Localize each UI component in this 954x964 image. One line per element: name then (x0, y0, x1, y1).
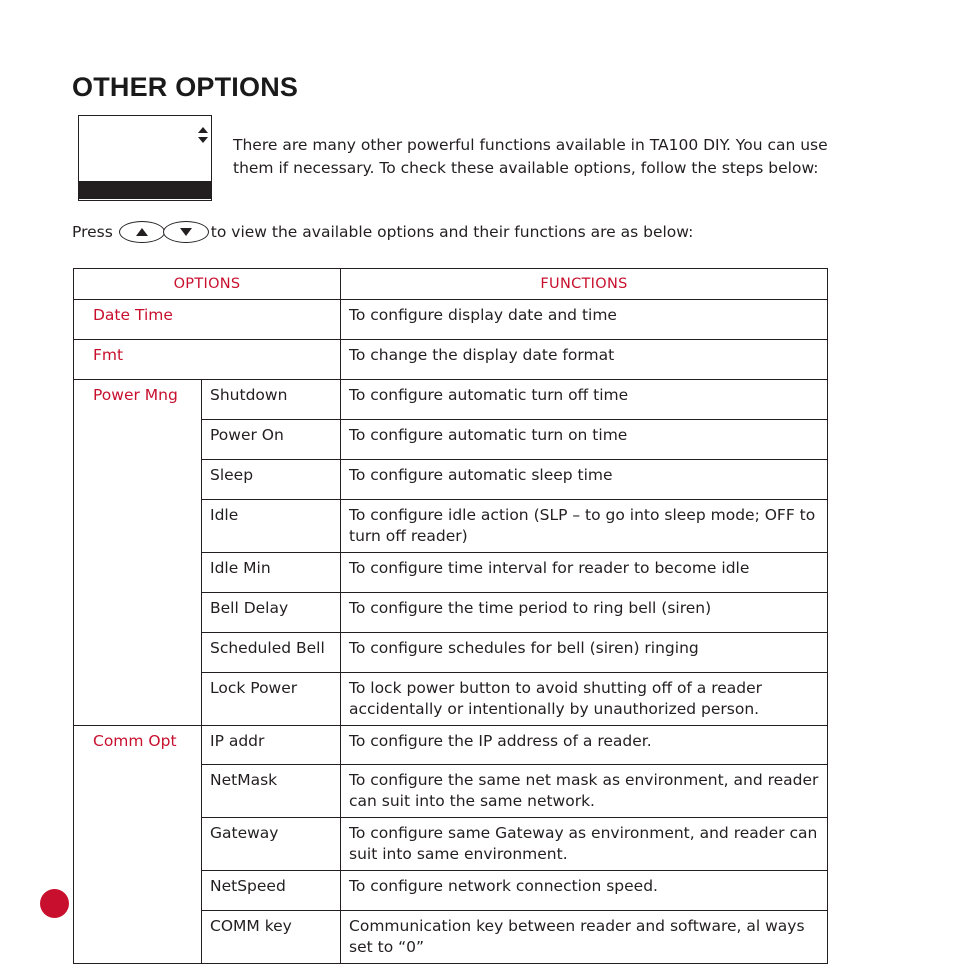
sub-option-name: Idle Min (202, 553, 341, 593)
press-instruction (72, 220, 693, 244)
function-description: To lock power button to avoid shutting off of a reader accidentally or intentionally by unauthorized person. (341, 673, 828, 726)
sub-option-name: NetSpeed (202, 871, 341, 911)
up-down-arrow-icon (197, 126, 209, 144)
functions-header: FUNCTIONS (341, 269, 828, 300)
options-table (73, 268, 828, 964)
table-row (74, 726, 828, 765)
function-description: To configure idle action (SLP – to go into sleep mode; OFF to turn off reader) (341, 500, 828, 553)
sub-option-name: Bell Delay (202, 593, 341, 633)
function-description: To configure the same net mask as environment, and reader can suit into the same network. (341, 765, 828, 818)
options-header: OPTIONS (74, 269, 341, 300)
function-description: To configure network connection speed. (341, 871, 828, 911)
press-suffix: to view the available options and their functions are as below: (210, 223, 694, 241)
option-name: Fmt (74, 340, 341, 380)
sub-option-name: Gateway (202, 818, 341, 871)
sub-option-name: Idle (202, 500, 341, 553)
function-description: To configure automatic turn off time (341, 380, 828, 420)
function-description: To configure schedules for bell (siren) ringing (341, 633, 828, 673)
function-description: To configure automatic turn on time (341, 420, 828, 460)
sub-option-name: Sleep (202, 460, 341, 500)
option-name: Date Time (74, 300, 341, 340)
up-arrow-button-icon (119, 221, 165, 243)
sub-option-name: Lock Power (202, 673, 341, 726)
sub-option-name: COMM key (202, 911, 341, 964)
table-row (74, 380, 828, 420)
lcd-screen-illustration (78, 115, 212, 201)
option-name: Comm Opt (74, 726, 202, 964)
sub-option-name: IP addr (202, 726, 341, 765)
table-row (74, 300, 828, 340)
sub-option-name: NetMask (202, 765, 341, 818)
function-description: To configure same Gateway as environment, and reader can suit into same environment. (341, 818, 828, 871)
press-prefix: Press (72, 223, 113, 241)
function-description: To change the display date format (341, 340, 828, 380)
function-description: To configure automatic sleep time (341, 460, 828, 500)
page-title: OTHER OPTIONS (72, 72, 299, 102)
function-description: To configure time interval for reader to become idle (341, 553, 828, 593)
function-description: To configure the time period to ring bell (siren) (341, 593, 828, 633)
sub-option-name: Scheduled Bell (202, 633, 341, 673)
function-description: To configure display date and time (341, 300, 828, 340)
intro-paragraph: There are many other powerful functions available in TA100 DIY. You can use them if necessary. To check these available options, follow the steps below: (233, 136, 828, 177)
navigation-buttons (119, 221, 207, 243)
function-description: To configure the IP address of a reader. (341, 726, 828, 765)
function-description: Communication key between reader and software, al ways set to “0” (341, 911, 828, 964)
down-arrow-button-icon (163, 221, 209, 243)
table-header-row (74, 269, 828, 300)
page-marker-dot (40, 889, 69, 918)
sub-option-name: Power On (202, 420, 341, 460)
sub-option-name: Shutdown (202, 380, 341, 420)
lcd-highlight-bar (79, 181, 211, 199)
table-row (74, 340, 828, 380)
option-name: Power Mng (74, 380, 202, 726)
